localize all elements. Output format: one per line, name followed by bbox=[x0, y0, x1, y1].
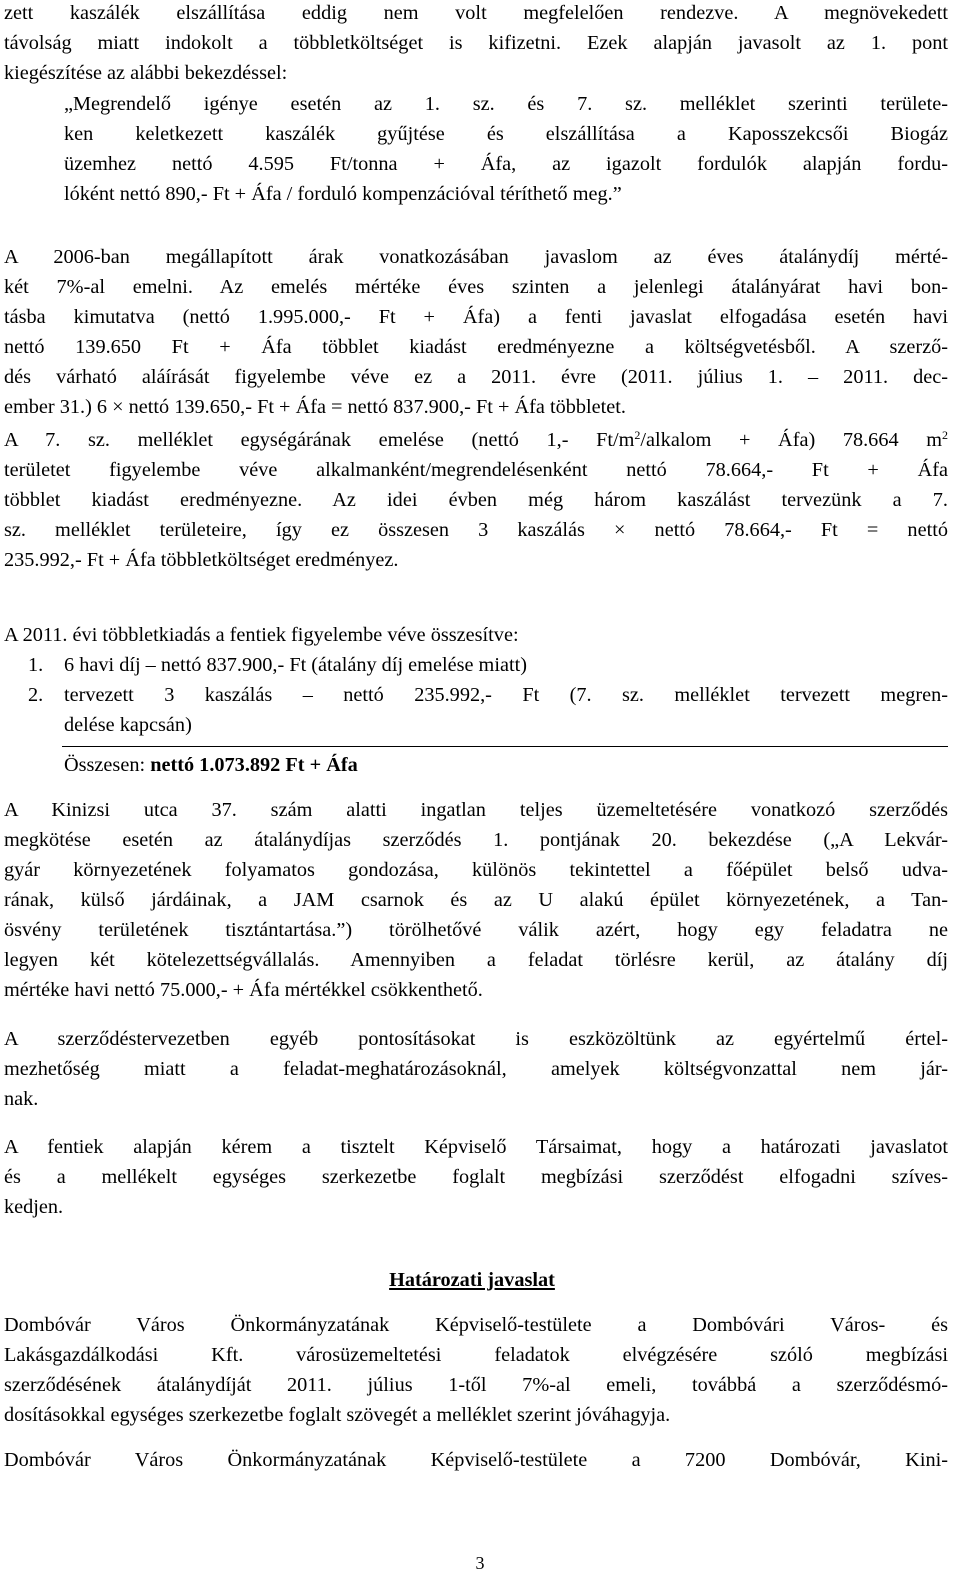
list-item-continuation: delése kapcsán) bbox=[64, 714, 192, 736]
text-line: üzemhez nettó 4.595 Ft/tonna + Áfa, az igazolt fordulók alapján fordu- bbox=[64, 153, 948, 175]
text-line: Dombóvár Város Önkormányzatának Képviselő-testülete a 7200 Dombóvár, Kini- bbox=[4, 1449, 948, 1471]
text-line: két 7%-al emelni. Az emelés mértéke éves szinten a jelenlegi átalányárat havi bon- bbox=[4, 276, 948, 298]
text-line: megkötése esetén az átalánydíjas szerződés 1. pontjának 20. bekezdése („A Lekvár- bbox=[4, 829, 948, 851]
list-number: 2. bbox=[28, 684, 44, 706]
text-line: 235.992,- Ft + Áfa többletköltséget eredményez. bbox=[4, 549, 399, 571]
text-line: mezhetőség miatt a feladat-meghatározásoknál, amelyek költségvonzattal nem jár- bbox=[4, 1058, 948, 1080]
text-line: dés várható aláírását figyelembe véve ez a 2011. évre (2011. július 1. – 2011. dec- bbox=[4, 366, 948, 388]
text-line: Lakásgazdálkodási Kft. városüzemeltetési feladatok elvégzésére szóló megbízási bbox=[4, 1344, 948, 1366]
text-line: ösvény területének tisztántartása.”) törölhetővé válik azért, hogy egy feladatra ne bbox=[4, 919, 948, 941]
text-line: szerződésének átalánydíját 2011. július 1-től 7%-al emeli, továbbá a szerződésmó- bbox=[4, 1374, 948, 1396]
section-title: Határozati javaslat bbox=[389, 1269, 555, 1291]
paragraph-price-increase bbox=[4, 242, 948, 422]
text-line: „Megrendelő igénye esetén az 1. sz. és 7. sz. melléklet szerinti területe- bbox=[64, 93, 948, 115]
list-item bbox=[28, 650, 948, 680]
text-line: Dombóvár Város Önkormányzatának Képviselő-testülete a Dombóvári Város- és bbox=[4, 1314, 948, 1336]
summary-list bbox=[28, 650, 948, 740]
total-label: Összesen: bbox=[64, 754, 151, 776]
superscript: 2 bbox=[634, 428, 641, 442]
list-text: 6 havi díj – nettó 837.900,- Ft (átalány díj emelése miatt) bbox=[64, 654, 527, 676]
text-line: gyár környezetének folyamatos gondozása, különös tekintettel a főépület belső udva- bbox=[4, 859, 948, 881]
text-line: ember 31.) 6 × nettó 139.650,- Ft + Áfa = nettó 837.900,- Ft + Áfa többletet. bbox=[4, 396, 626, 418]
text-line: rának, külső járdáinak, a JAM csarnok és az U alakú épület környezetének, a Tan- bbox=[4, 889, 948, 911]
text-line: zett kaszálék elszállítása eddig nem volt megfelelően rendezve. A megnövekedett bbox=[4, 2, 948, 24]
text-line: lóként nettó 890,- Ft + Áfa / forduló kompenzációval téríthető meg.” bbox=[64, 183, 622, 205]
paragraph-summary-intro bbox=[4, 620, 948, 650]
list-text: tervezett 3 kaszálás – nettó 235.992,- Ft (7. sz. melléklet tervezett megren- bbox=[64, 684, 948, 706]
text-line: A Kinizsi utca 37. szám alatti ingatlan teljes üzemeltetésére vonatkozó szerződés bbox=[4, 799, 948, 821]
paragraph-unit-price bbox=[4, 425, 948, 575]
text-line: A fentiek alapján kérem a tisztelt Képviselő Társaimat, hogy a határozati javaslatot bbox=[4, 1136, 948, 1158]
text-line: tásba kimutatva (nettó 1.995.000,- Ft + Áfa) a fenti javaslat elfogadása esetén havi bbox=[4, 306, 948, 328]
summary-total bbox=[64, 750, 960, 780]
text-line: A 2006-ban megállapított árak vonatkozásában javaslom az éves átalánydíj mérté- bbox=[4, 246, 948, 268]
paragraph-resolution bbox=[4, 1310, 948, 1430]
text-line: dosításokkal egységes szerkezetbe foglalt szövegét a melléklet szerint jóváhagyja. bbox=[4, 1404, 671, 1426]
text-fragment: /alkalom + Áfa) 78.664 m bbox=[640, 429, 942, 451]
text-line: ken keletkezett kaszálék gyűjtése és elszállítása a Kaposszekcsői Biogáz bbox=[64, 123, 948, 145]
text-line: nak. bbox=[4, 1088, 39, 1110]
text-line bbox=[64, 750, 960, 780]
superscript: 2 bbox=[942, 428, 948, 442]
total-value: nettó 1.073.892 Ft + Áfa bbox=[150, 754, 358, 776]
text-line: többlet kiadást eredményezne. Az idei évben még három kaszálást tervezünk a 7. bbox=[4, 489, 948, 511]
text-line: távolság miatt indokolt a többletköltséget is kifizetni. Ezek alapján javasolt az 1. pont bbox=[4, 32, 948, 54]
text-line bbox=[4, 425, 948, 455]
text-fragment: A 7. sz. melléklet egységárának emelése (nettó 1,- Ft/m bbox=[4, 429, 635, 451]
text-line: területet figyelembe véve alkalmanként/megrendelésenként nettó 78.664,- Ft + Áfa bbox=[4, 459, 948, 481]
page-number: 3 bbox=[475, 1553, 485, 1573]
text-line: kiegészítése az alábbi bekezdéssel: bbox=[4, 62, 288, 84]
list-number: 1. bbox=[28, 654, 44, 676]
text-line: mértéke havi nettó 75.000,- + Áfa mértékkel csökkenthető. bbox=[4, 979, 483, 1001]
text-line: A 2011. évi többletkiadás a fentiek figyelembe véve összesítve: bbox=[4, 624, 519, 646]
quoted-amendment bbox=[64, 89, 948, 209]
list-item bbox=[28, 680, 948, 710]
paragraph-clarifications bbox=[4, 1024, 948, 1114]
text-line: és a mellékelt egységes szerkezetbe foglalt megbízási szerződést elfogadni szíves- bbox=[4, 1166, 948, 1188]
text-line: kedjen. bbox=[4, 1196, 64, 1218]
summary-divider bbox=[62, 746, 948, 747]
text-line: sz. melléklet területeire, így ez összesen 3 kaszálás × nettó 78.664,- Ft = nettó bbox=[4, 519, 948, 541]
paragraph-intro bbox=[4, 0, 948, 88]
paragraph-resolution-continued bbox=[4, 1445, 948, 1475]
text-line: legyen két kötelezettségvállalás. Amennyiben a feladat törlésre kerül, az átalány díj bbox=[4, 949, 948, 971]
text-line: nettó 139.650 Ft + Áfa többlet kiadást eredményezne a költségvetésből. A szerző- bbox=[4, 336, 948, 358]
paragraph-kinizsi bbox=[4, 795, 948, 1005]
paragraph-request bbox=[4, 1132, 948, 1222]
text-line: A szerződéstervezetben egyéb pontosításokat is eszközöltünk az egyértelmű értel- bbox=[4, 1028, 948, 1050]
